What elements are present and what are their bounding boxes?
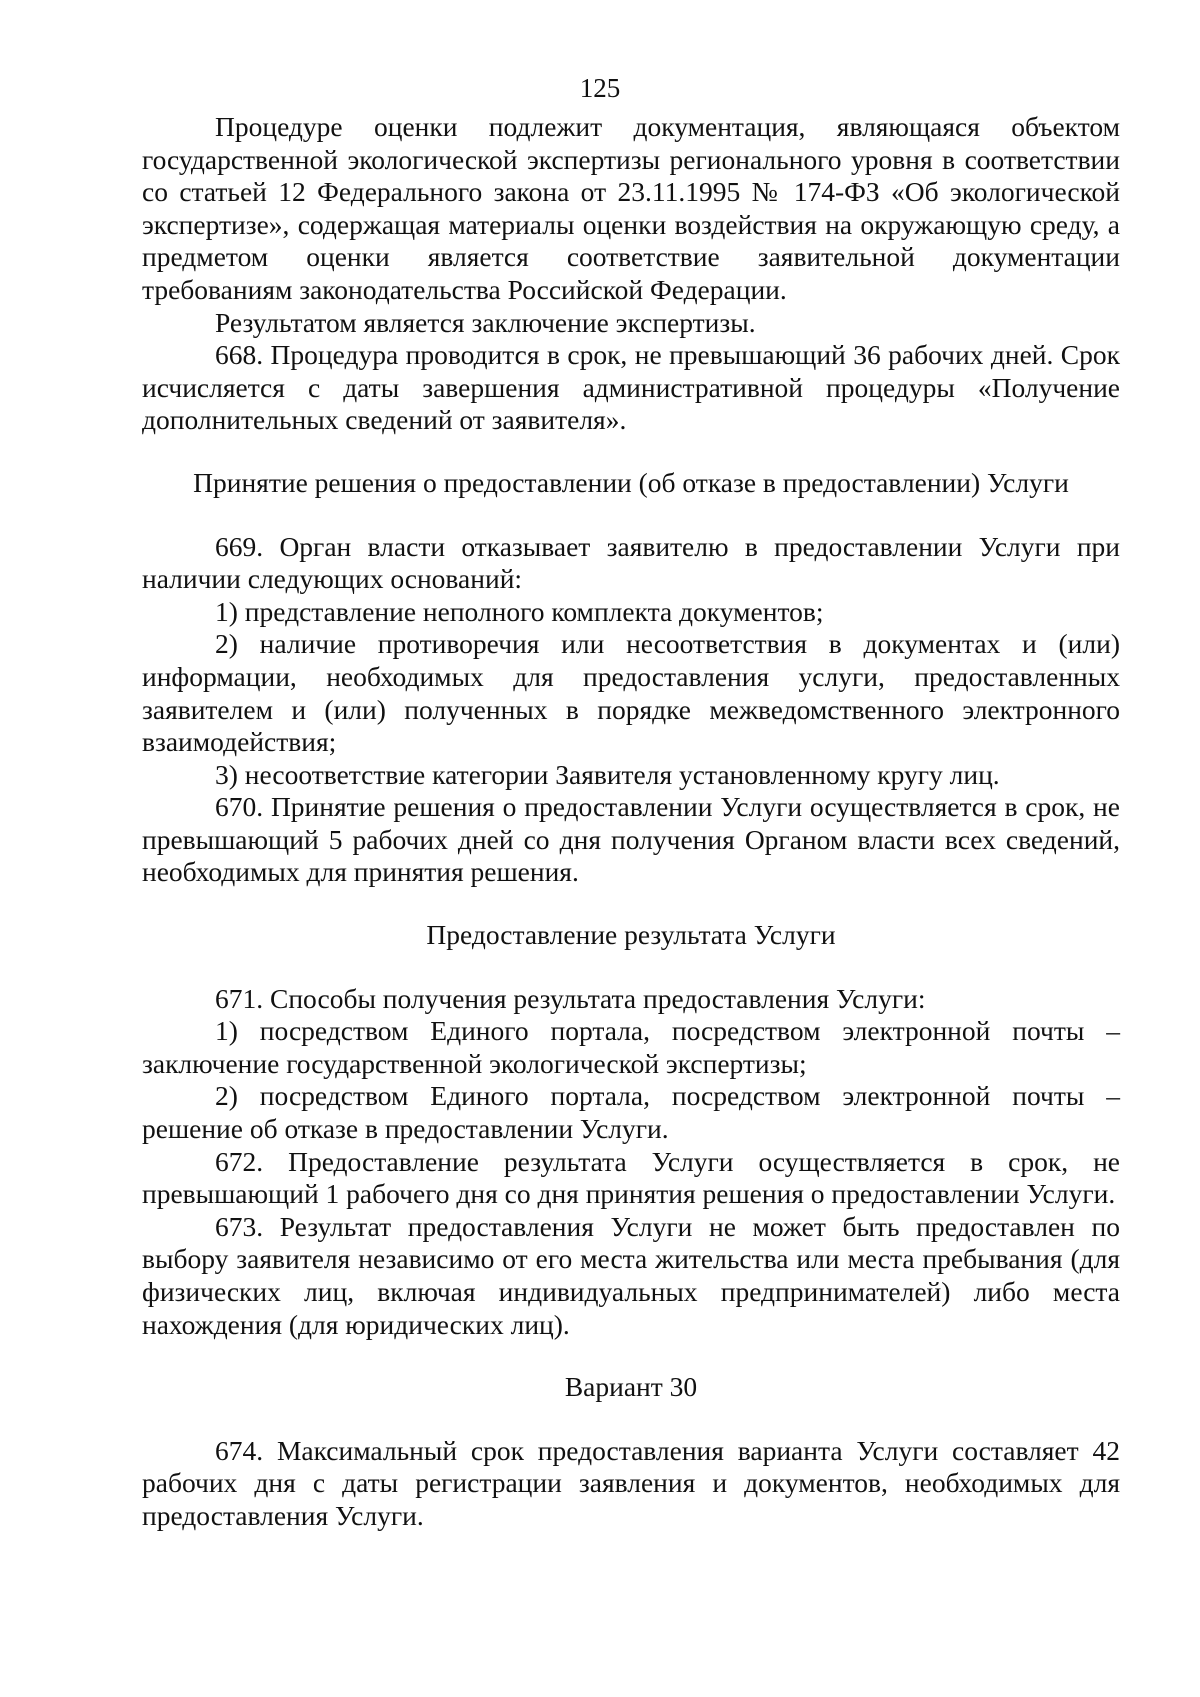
paragraph-668: 668. Процедура проводится в срок, не превышающий 36 рабочих дней. Срок исчисляется с даты завершения административной процедуры «Получение дополнительных сведений от заявителя». [142,339,1120,436]
paragraph-671: 671. Способы получения результата предоставления Услуги: [215,982,926,1014]
page-number: 125 [579,73,621,103]
list-item-669-1: 1) представление неполного комплекта документов; [215,595,824,627]
section-heading-variant-30: Вариант 30 [564,1371,698,1403]
paragraph-673: 673. Результат предоставления Услуги не может быть предоставлен по выбору заявителя независимо от его места жительства или места пребывания (для физических лиц, включая индивидуальных предпринимателей) либо места нахождения (для юридических лиц). [142,1210,1120,1340]
list-item-671-1: 1) посредством Единого портала, посредством электронной почты – заключение государственной экологической экспертизы; [142,1015,1120,1079]
paragraph-674: 674. Максимальный срок предоставления варианта Услуги составляет 42 рабочих дня с даты регистрации заявления и документов, необходимых для предоставления Услуги. [142,1434,1120,1531]
list-item-669-3: 3) несоответствие категории Заявителя установленному кругу лиц. [215,758,1000,790]
paragraph-assessment-subject: Процедуре оценки подлежит документация, являющаяся объектом государственной экологической экспертизы регионального уровня в соответствии со статьей 12 Федерального закона от 23.11.1995 № 174-ФЗ «Об экологической экспертизе», содержащая материалы оценки воздействия на окружающую среду, а предметом оценки является соответствие заявительной документации требованиям законодательства Российской Федерации. [142,111,1120,305]
list-item-669-2: 2) наличие противоречия или несоответствия в документах и (или) информации, необходимых для предоставления услуги, предоставленных заявителем и (или) полученных в порядке межведомственного электронного взаимодействия; [142,628,1120,758]
document-body [142,111,1120,1533]
paragraph-672: 672. Предоставление результата Услуги осуществляется в срок, не превышающий 1 рабочего дня со дня принятия решения о предоставлении Услуги. [142,1145,1120,1210]
section-heading-decision: Принятие решения о предоставлении (об отказе в предоставлении) Услуги [193,466,1069,498]
section-heading-result: Предоставление результата Услуги [426,919,836,951]
paragraph-669: 669. Орган власти отказывает заявителю в предоставлении Услуги при наличии следующих оснований: [142,530,1120,595]
list-item-671-2: 2) посредством Единого портала, посредством электронной почты – решение об отказе в предоставлении Услуги. [142,1080,1120,1145]
paragraph-670: 670. Принятие решения о предоставлении Услуги осуществляется в срок, не превышающий 5 рабочих дней со дня получения Органом власти всех сведений, необходимых для принятия решения. [142,791,1120,888]
paragraph-result: Результатом является заключение экспертизы. [215,306,756,338]
